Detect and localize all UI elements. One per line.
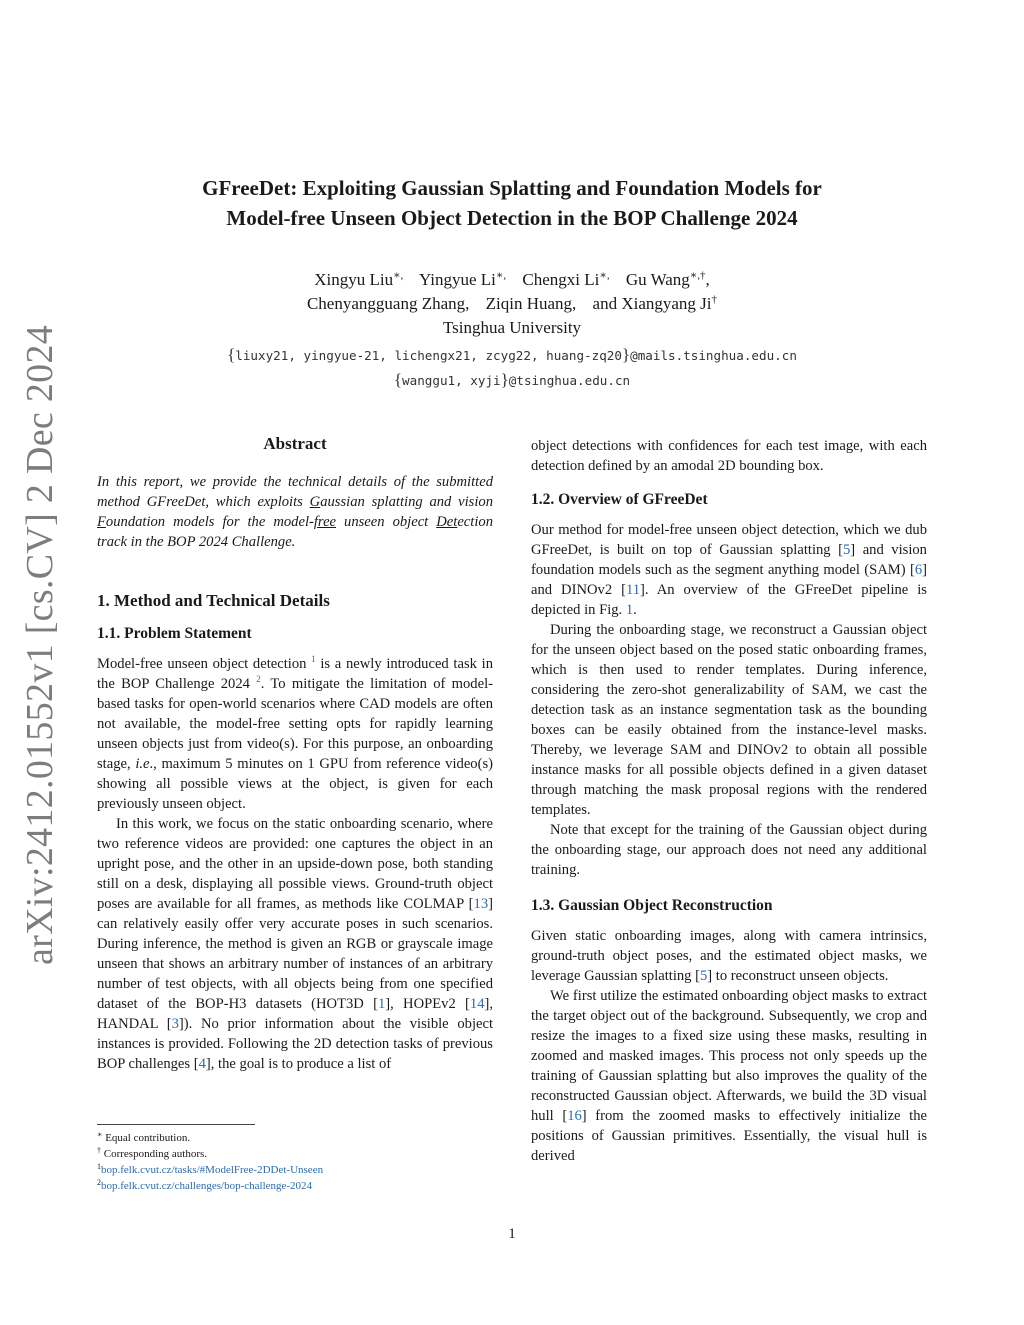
author-name: Chengxi Li [522, 270, 600, 289]
author-line-2 [100, 292, 924, 316]
footnote-ref[interactable]: 2 [256, 674, 261, 684]
right-column [531, 436, 927, 1166]
author-mark: ∗, [599, 269, 610, 282]
author-mark: ∗, [393, 269, 404, 282]
subsection-heading-overview: 1.2. Overview of GFreeDet [531, 491, 708, 508]
footnote-2: $^2$bop.felk.cvut.cz/challenges/bop-challenge-2024 [97, 1178, 313, 1192]
section-heading-method: 1. Method and Technical Details [97, 591, 330, 610]
footnote-link-2[interactable]: bop.felk.cvut.cz/challenges/bop-challenge-2024 [101, 1180, 313, 1192]
author-name: Xingyu Liu [314, 270, 394, 289]
citation-link[interactable]: 14 [469, 996, 485, 1012]
page-number: 1 [508, 1226, 516, 1242]
email-domain-2: @tsinghua.edu.cn [508, 373, 631, 388]
author-mark: ∗,† [689, 269, 706, 282]
email-domain-1: @mails.tsinghua.edu.cn [630, 348, 797, 363]
paragraph: Model-free unseen object detection $^1$ is a newly introduced task in the BOP Challenge 2024 $^2$. To mitigate the limitation of model-based tasks for open-world scenarios where CAD models are often not available, the model-free setting opts for rapidly learning unseen objects just from video(s). For this purpose, an onboarding stage, i.e., maximum 5 minutes on 1 GPU from reference video(s) showing all possible views at the object, is given for each previously unseen object. [97, 654, 493, 812]
left-column [97, 434, 493, 1074]
author-block [100, 268, 924, 340]
paragraph: Note that except for the training of the Gaussian object during the onboarding stage, our approach does not need any additional training. [531, 822, 927, 878]
subsection-heading-gaussian: 1.3. Gaussian Object Reconstruction [531, 897, 773, 914]
paragraph-continued: object detections with confidences for each test image, with each detection defined by an amodal 2D bounding box. [531, 438, 927, 474]
citation-link[interactable]: 4 [198, 1056, 206, 1072]
email-users-1: liuxy21, yingyue-21, lichengx21, zcyg22, huang-zq20 [235, 348, 622, 363]
author-sep: , [705, 270, 710, 289]
author-name: and Xiangyang Ji [592, 294, 712, 313]
citation-link[interactable]: 11 [625, 582, 641, 598]
paragraph: We first utilize the estimated onboarding object masks to extract the target object out of the background. Subsequently, we crop and resize the images to a fixed size using these masks, resulting in zoomed and masked images. This process not only speeds up the training of Gaussian splatting but also improves the quality of the reconstructed Gaussian object. Afterwards, we build the 3D visual hull [16] from the zoomed masks to effectively initialize the positions of Gaussian primitives. Essentially, the visual hull is derived [531, 988, 927, 1164]
paragraph: Given static onboarding images, along with camera intrinsics, ground-truth object poses, and the estimated object masks, we leverage Gaussian splatting [5] to reconstruct unseen objects. [531, 928, 927, 984]
abstract-text: In this report, we provide the technical details of the submitted method GFreeDet, which exploits Gaussian splatting and vision Foundation models for the model-free unseen object Detection track in the BOP 2024 Challenge. [97, 474, 493, 550]
figure-link[interactable]: 1 [625, 602, 634, 618]
citation-link[interactable]: 1 [377, 996, 386, 1012]
citation-link[interactable]: 3 [171, 1016, 179, 1032]
footnote-corresponding: † Corresponding authors. [97, 1146, 208, 1160]
footnote-equal: ∗ Equal contribution. [97, 1130, 191, 1144]
author-name: Ziqin Huang, [485, 294, 577, 313]
footnote-1: $^1$bop.felk.cvut.cz/tasks/#ModelFree-2DDet-Unseen [97, 1162, 324, 1176]
email-block [100, 343, 924, 393]
citation-link[interactable]: 13 [473, 896, 489, 912]
citation-link[interactable]: 5 [700, 968, 708, 984]
author-name: Yingyue Li [418, 270, 496, 289]
citation-link[interactable]: 6 [914, 562, 923, 578]
citation-link[interactable]: 5 [843, 542, 851, 558]
email-users-2: wanggu1, xyji [402, 373, 501, 388]
email-line-2: {wanggu1, xyji}@tsinghua.edu.cn [393, 370, 631, 389]
abstract-heading: Abstract [263, 434, 327, 453]
arxiv-stamp-text: arXiv:2412.01552v1 [cs.CV] 2 Dec 2024 [19, 324, 61, 966]
citation-link[interactable]: 16 [567, 1108, 582, 1124]
subsection-heading-problem: 1.1. Problem Statement [97, 625, 252, 642]
paragraph: During the onboarding stage, we reconstruct a Gaussian object for the unseen object based on the posed static onboarding frames, which is then used to render templates. During inference, considering the zero-shot generalizability of SAM, we cast the detection task as an instance segmentation task as the bounding boxes can be easily obtained from the instance-level masks. Thereby, we leverage SAM and DINOv2 to obtain all possible instance masks for all possible objects defined in a given dataset through matching the mask proposal regions with the rendered templates. [531, 622, 927, 818]
paragraph: Our method for model-free unseen object detection, which we dub GFreeDet, is built on top of Gaussian splatting [5] and vision foundation models such as the segment anything model (SAM) [6] and DINOv2 [11]. An overview of the GFreeDet pipeline is depicted in Fig. 1. [531, 522, 927, 618]
affiliation: Tsinghua University [442, 318, 582, 337]
footnote-link-1[interactable]: bop.felk.cvut.cz/tasks/#ModelFree-2DDet-Unseen [101, 1164, 324, 1176]
paper-title [100, 173, 924, 233]
title-line-2: Model-free Unseen Object Detection in the BOP Challenge 2024 [226, 206, 798, 230]
email-line-1: {liuxy21, yingyue-21, lichengx21, zcyg22, huang-zq20}@mails.tsinghua.edu.cn [227, 345, 797, 364]
footnote-rule [97, 1124, 255, 1125]
author-name: Gu Wang [625, 270, 690, 289]
author-mark: ∗, [495, 269, 507, 282]
paragraph: In this work, we focus on the static onboarding scenario, where two reference videos are provided: one captures the object in an upright pose, and the other in an upside-down pose, both standing still on a desk, displaying all possible views. Ground-truth object poses are available for all frames, as methods like COLMAP [13] can relatively easily offer very accurate poses in such scenarios. During inference, the method is given an RGB or grayscale image unseen that shows an arbitrary number of instances of an arbitrary number of test objects, with all objects being from one specified dataset of the BOP-H3 datasets (HOT3D [1], HOPEv2 [14], HANDAL [3]). No prior information about the visible object instances is provided. Following the 2D detection tasks of previous BOP challenges [4], the goal is to produce a list of [97, 816, 494, 1072]
author-mark: † [711, 293, 718, 306]
author-name: Chenyangguang Zhang, [306, 294, 470, 313]
author-line-1 [100, 268, 924, 292]
footnote-ref[interactable]: 1 [311, 654, 316, 664]
footnotes [97, 1124, 493, 1194]
title-line-1: GFreeDet: Exploiting Gaussian Splatting and Foundation Models for [202, 176, 822, 200]
